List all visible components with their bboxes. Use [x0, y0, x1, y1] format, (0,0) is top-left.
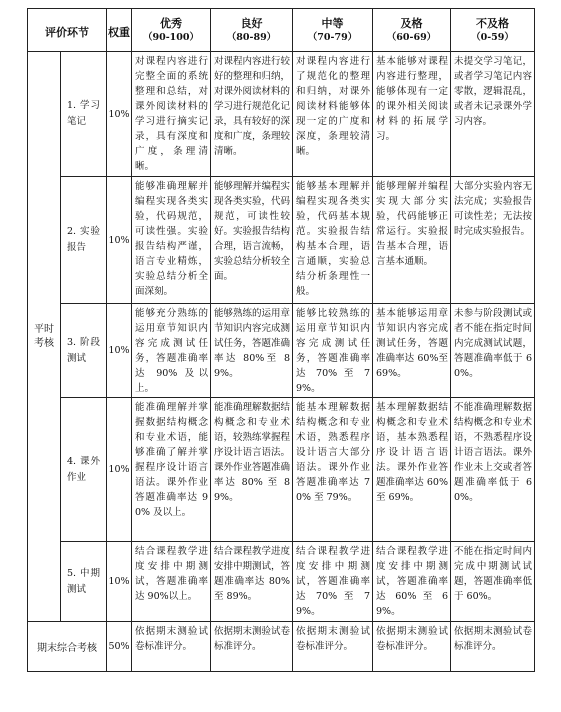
header-grade-good: 良好 （80-89）: [211, 9, 293, 52]
row-weight: 10%: [107, 177, 132, 304]
criteria-cell: 能够理解并编程实现大部分实验，代码能够正常运行。实验报告基本合理，语言基本通顺。: [373, 177, 451, 304]
criteria-cell: 结合课程教学进度安排中期测试，答题准确率达 70% 至 79%。: [293, 542, 373, 622]
criteria-cell: 依据期末测验试卷标准评分。: [211, 622, 293, 672]
row-item-label: 4. 课外作业: [61, 398, 107, 542]
row-weight: 10%: [107, 398, 132, 542]
grading-rubric-table: [27, 8, 535, 672]
criteria-cell: 结合课程教学进度安排中期测试，答题准确率达 80% 至 89%。: [211, 542, 293, 622]
criteria-cell: 依据期末测验试卷标准评分。: [373, 622, 451, 672]
criteria-cell: 未参与阶段测试或者不能在指定时间内完成测试试题，答题准确率低于 60%。: [451, 304, 535, 398]
table-row: [28, 304, 535, 398]
row-item-label: 1. 学习笔记: [61, 52, 107, 177]
criteria-cell: 依据期末测验试卷标准评分。: [451, 622, 535, 672]
criteria-cell: 不能在指定时间内完成中期测试试题，答题准确率低于 60%。: [451, 542, 535, 622]
row-weight: 10%: [107, 52, 132, 177]
row-item-label: 3. 阶段测试: [61, 304, 107, 398]
final-exam-row: [28, 622, 535, 672]
header-grade-medium: 中等 （70-79）: [293, 9, 373, 52]
criteria-cell: 对课程内容进行较好的整理和归纳，对课外阅读材料的学习进行规范化记录，具有较好的深度和广度，条理较清晰。: [211, 52, 293, 177]
criteria-cell: 不能准确理解数据结构概念和专业术语，不熟悉程序设计语言语法。课外作业未上交或者答题准确率低于 60%。: [451, 398, 535, 542]
header-section: 评价环节: [28, 9, 107, 52]
category-cell: 平时考核: [28, 52, 61, 622]
header-grade-pass: 及格 （60-69）: [373, 9, 451, 52]
final-exam-weight: 50%: [107, 622, 132, 672]
row-weight: 10%: [107, 304, 132, 398]
criteria-cell: 结合课程教学进度安排中期测试，答题准确率达 90%以上。: [132, 542, 211, 622]
criteria-cell: 基本能够运用章节知识内容完成测试任务，答题准确率达 60%至 69%。: [373, 304, 451, 398]
criteria-cell: 能够比较熟练的运用章节知识内容完成测试任务，答题准确率达 70% 至 79%。: [293, 304, 373, 398]
row-weight: 10%: [107, 542, 132, 622]
criteria-cell: 能准确理解数据结构概念和专业术语，较熟练掌握程序设计语言语法。课外作业答题准确率达 80% 至 89%。: [211, 398, 293, 542]
header-grade-excellent: 优秀 （90-100）: [132, 9, 211, 52]
criteria-cell: 基本理解数据结构概念和专业术语，基本熟悉程序设计语言语法。课外作业答题准确率达 60%至 69%。: [373, 398, 451, 542]
criteria-cell: 基本能够对课程内容进行整理，能够体现有一定的课外相关阅读材料的拓展学习。: [373, 52, 451, 177]
criteria-cell: 能够熟练的运用章节知识内容完成测试任务，答题准确率达 80%至 89%。: [211, 304, 293, 398]
criteria-cell: 依据期末测验试卷标准评分。: [293, 622, 373, 672]
header-grade-fail: 不及格 （0-59）: [451, 9, 535, 52]
final-exam-label: 期末综合考核: [28, 622, 107, 672]
header-weight: 权重: [107, 9, 132, 52]
row-item-label: 5. 中期测试: [61, 542, 107, 622]
criteria-cell: 能基本理解数据结构概念和专业术语，熟悉程序设计语言大部分语法。课外作业答题准确率达 70% 至 79%。: [293, 398, 373, 542]
row-item-label: 2. 实验报告: [61, 177, 107, 304]
criteria-cell: 能够充分熟练的运用章节知识内容完成测试任务，答题准确率达 90% 及以上。: [132, 304, 211, 398]
header-row: [28, 9, 535, 52]
criteria-cell: 能够理解并编程实现各类实验，代码规范，可读性较好。实验报告结构合理，语言流畅，实验总结分析较全面。: [211, 177, 293, 304]
table-row: [28, 398, 535, 542]
table-row: [28, 177, 535, 304]
table-row: [28, 542, 535, 622]
criteria-cell: 对课程内容进行了规范化的整理和归纳，对课外阅读材料能够体现一定的广度和深度，条理较清晰。: [293, 52, 373, 177]
criteria-cell: 大部分实验内容无法完成；实验报告可读性差；无法按时完成实验报告。: [451, 177, 535, 304]
criteria-cell: 依据期末测验试卷标准评分。: [132, 622, 211, 672]
table-row: [28, 52, 535, 177]
criteria-cell: 能够准确理解并编程实现各类实验，代码规范，可读性强。实验报告结构严谨，语言专业精炼，实验总结分析全面深刻。: [132, 177, 211, 304]
criteria-cell: 能准确理解并掌握数据结构概念和专业术语，能够准确了解并掌握程序设计语言语法。课外作业答题准确率达 90% 及以上。: [132, 398, 211, 542]
criteria-cell: 未提交学习笔记，或者学习笔记内容零散，逻辑混乱，或者未记录课外学习内容。: [451, 52, 535, 177]
criteria-cell: 对课程内容进行完整全面的系统整理和总结，对课外阅读材料的学习进行摘实记录，具有深度和广度，条理清晰。: [132, 52, 211, 177]
criteria-cell: 结合课程教学进度安排中期测试，答题准确率达 60% 至 69%。: [373, 542, 451, 622]
criteria-cell: 能够基本理解并编程实现各类实验，代码基本规范。实验报告结构基本合理，语言通顺，实验总结分析条理性一般。: [293, 177, 373, 304]
